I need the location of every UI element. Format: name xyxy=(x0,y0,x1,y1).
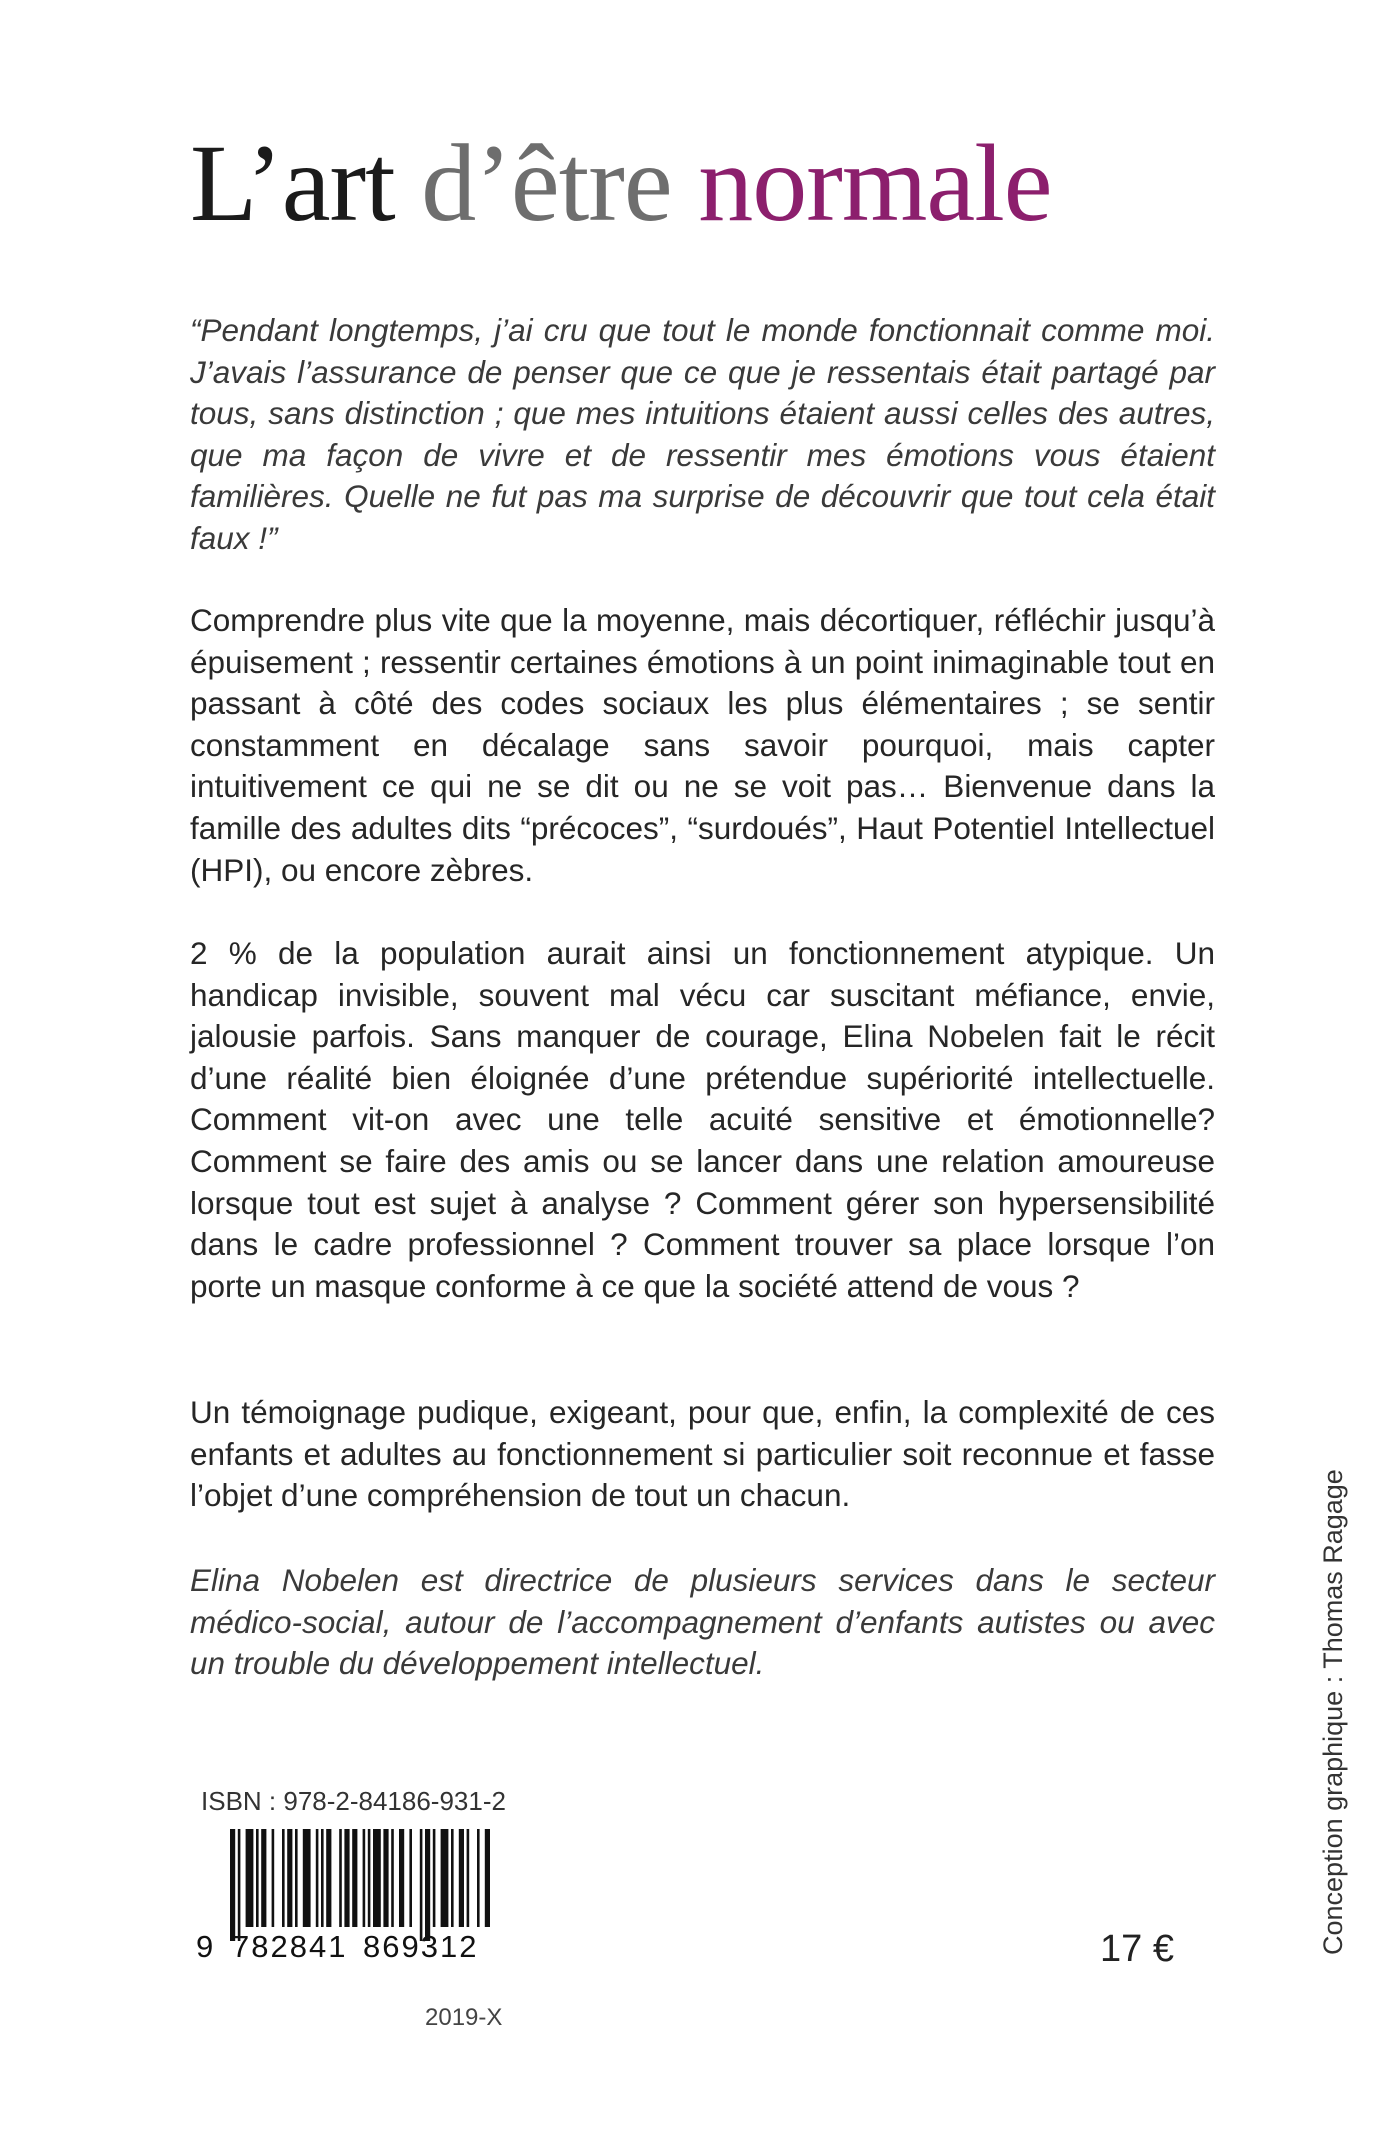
barcode-bar xyxy=(441,1829,449,1927)
title-part-3: normale xyxy=(698,122,1052,244)
barcode-bar xyxy=(467,1829,470,1927)
barcode-bar xyxy=(238,1829,241,1941)
barcode-bar xyxy=(344,1829,349,1927)
book-title xyxy=(190,122,1052,244)
barcode-bar xyxy=(391,1829,394,1927)
barcode-bar xyxy=(451,1829,454,1927)
barcode-bar xyxy=(230,1829,235,1941)
barcode-bar xyxy=(363,1829,366,1927)
body-paragraph: Un témoignage pudique, exigeant, pour que, enfin, la complexité de ces enfants et adultes au fonctionnement si particulier soit reconnue et fasse l’objet d’une compréhension de tout un chacun. xyxy=(190,1394,1215,1514)
barcode-bar xyxy=(316,1829,319,1927)
isbn-label: ISBN : 978-2-84186-931-2 xyxy=(201,1786,506,1816)
author-bio: Elina Nobelen est directrice de plusieurs services dans le secteur médico-social, autour de l’accompagnement d’enfants autistes ou avec un trouble du développement intellectuel. xyxy=(190,1562,1215,1682)
barcode-bar xyxy=(256,1829,259,1927)
barcode-digit-first: 9 xyxy=(196,1929,216,1964)
barcode-bar xyxy=(352,1829,357,1927)
barcode-group-right: 869312 xyxy=(363,1929,479,1964)
barcode-bar xyxy=(399,1829,404,1927)
barcode-bar xyxy=(485,1829,490,1927)
body-paragraph: 2 % de la population aurait ainsi un fonctionnement atypique. Un handicap invisible, souvent mal vécu car suscitant méfiance, envie, jalousie parfois. Sans manquer de courage, Elina Nobelen fait le récit d’une réalité bien éloignée d’une prétendue supériorité intellectuelle. Comment vit-on avec une telle acuité sensitive et émotionnelle? Comment se faire des amis ou se lancer dans une relation amoureuse lorsque tout est sujet à analyse ? Comment gérer son hypersensibilité dans le cadre professionnel ? Comment trouver sa place lorsque l’on porte un masque conforme à ce que la société attend de vous ? xyxy=(190,935,1215,1304)
barcode-bar xyxy=(420,1829,423,1941)
barcode-bar xyxy=(246,1829,254,1927)
title-part-2: d’être xyxy=(421,122,699,244)
price-label: 17 € xyxy=(1100,1928,1174,1970)
barcode-bar xyxy=(477,1829,480,1927)
barcode-bar xyxy=(425,1829,430,1941)
barcode-bar xyxy=(339,1829,342,1927)
barcode-bar xyxy=(433,1829,436,1927)
barcode xyxy=(196,1829,496,1979)
print-code: 2019-X xyxy=(425,2004,503,2031)
barcode-bar xyxy=(261,1829,266,1927)
barcode-bar xyxy=(272,1829,275,1927)
barcode-bar xyxy=(326,1829,331,1927)
design-credit: Conception graphique : Thomas Ragage xyxy=(1318,1469,1348,1955)
barcode-bar xyxy=(383,1829,388,1927)
barcode-bar xyxy=(409,1829,412,1927)
barcode-bar xyxy=(282,1829,285,1927)
barcode-bar xyxy=(459,1829,464,1927)
barcode-bar xyxy=(368,1829,371,1927)
body-paragraph: Comprendre plus vite que la moyenne, mais décortiquer, réfléchir jusqu’à épuisement ; ressentir certaines émotions à un point inimaginable tout en passant à côté des codes sociaux les plus élémentaires ; se sentir constamment en décalage sans savoir pourquoi, mais capter intuitivement ce qui ne se dit ou ne se voit pas… Bienvenue dans la famille des adultes dits “précoces”, “surdoués”, Haut Potentiel Intellectuel (HPI), ou encore zèbres. xyxy=(190,602,1215,888)
barcode-group-left: 782841 xyxy=(232,1929,348,1964)
barcode-bar xyxy=(373,1829,381,1927)
barcode-bar xyxy=(287,1829,292,1927)
barcode-bar xyxy=(295,1829,298,1927)
quote-paragraph: “Pendant longtemps, j’ai cru que tout le monde fonctionnait comme moi. J’avais l’assurance de penser que ce que je ressentais était partagé par tous, sans distinction ; que mes intuitions étaient aussi celles des autres, que ma façon de vivre et de ressentir mes émotions vous étaient familières. Quelle ne fut pas ma surprise de découvrir que tout cela était faux !” xyxy=(190,312,1215,556)
barcode-bar xyxy=(303,1829,311,1927)
title-part-1: L’art xyxy=(190,122,422,244)
barcode-bar xyxy=(321,1829,324,1927)
